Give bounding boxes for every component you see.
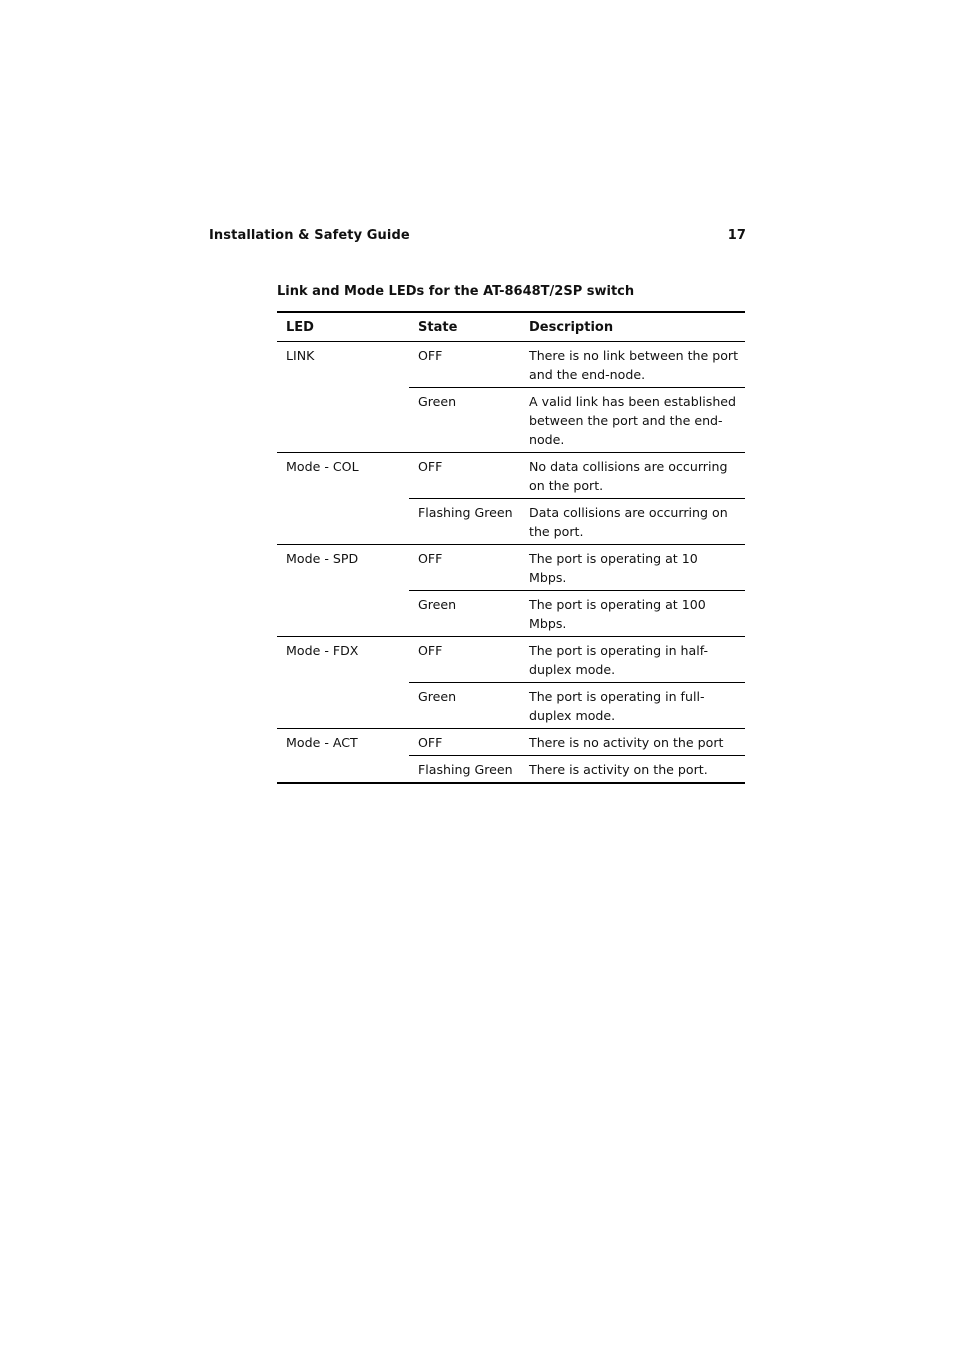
state-cell: Green <box>409 388 520 453</box>
description-cell: There is no link between the port and the end-node. <box>520 342 745 388</box>
description-cell: The port is operating at 100 Mbps. <box>520 591 745 637</box>
running-header <box>209 228 746 243</box>
description-cell: The port is operating in half-duplex mode. <box>520 637 745 683</box>
led-cell: Mode - ACT <box>277 729 409 784</box>
description-cell: The port is operating in full-duplex mode. <box>520 683 745 729</box>
state-cell: Green <box>409 683 520 729</box>
state-cell: OFF <box>409 729 520 756</box>
state-cell: Green <box>409 591 520 637</box>
column-header-state: State <box>418 320 458 335</box>
table-row <box>277 342 745 388</box>
led-cell: Mode - FDX <box>277 637 409 729</box>
page-number: 17 <box>727 228 746 243</box>
description-cell: There is no activity on the port <box>520 729 745 756</box>
table-row <box>277 545 745 591</box>
table-row <box>277 637 745 683</box>
led-cell: Mode - SPD <box>277 545 409 637</box>
table-row <box>277 453 745 499</box>
state-cell: OFF <box>409 637 520 683</box>
state-cell: Flashing Green <box>409 499 520 545</box>
column-header-led: LED <box>286 320 314 335</box>
description-cell: There is activity on the port. <box>520 756 745 784</box>
table-header <box>277 312 745 342</box>
state-cell: OFF <box>409 342 520 388</box>
table-body <box>277 342 745 784</box>
table-row <box>277 729 745 756</box>
led-cell: Mode - COL <box>277 453 409 545</box>
state-cell: Flashing Green <box>409 756 520 784</box>
table-caption: Link and Mode LEDs for the AT-8648T/2SP switch <box>277 284 635 299</box>
description-cell: The port is operating at 10 Mbps. <box>520 545 745 591</box>
state-cell: OFF <box>409 453 520 499</box>
state-cell: OFF <box>409 545 520 591</box>
column-header-description: Description <box>529 320 614 335</box>
led-cell: LINK <box>277 342 409 453</box>
description-cell: No data collisions are occurring on the port. <box>520 453 745 499</box>
description-cell: Data collisions are occurring on the port. <box>520 499 745 545</box>
header-row <box>277 312 745 342</box>
led-table <box>277 311 745 784</box>
document-title: Installation & Safety Guide <box>209 228 410 243</box>
description-cell: A valid link has been established between the port and the end-node. <box>520 388 745 453</box>
